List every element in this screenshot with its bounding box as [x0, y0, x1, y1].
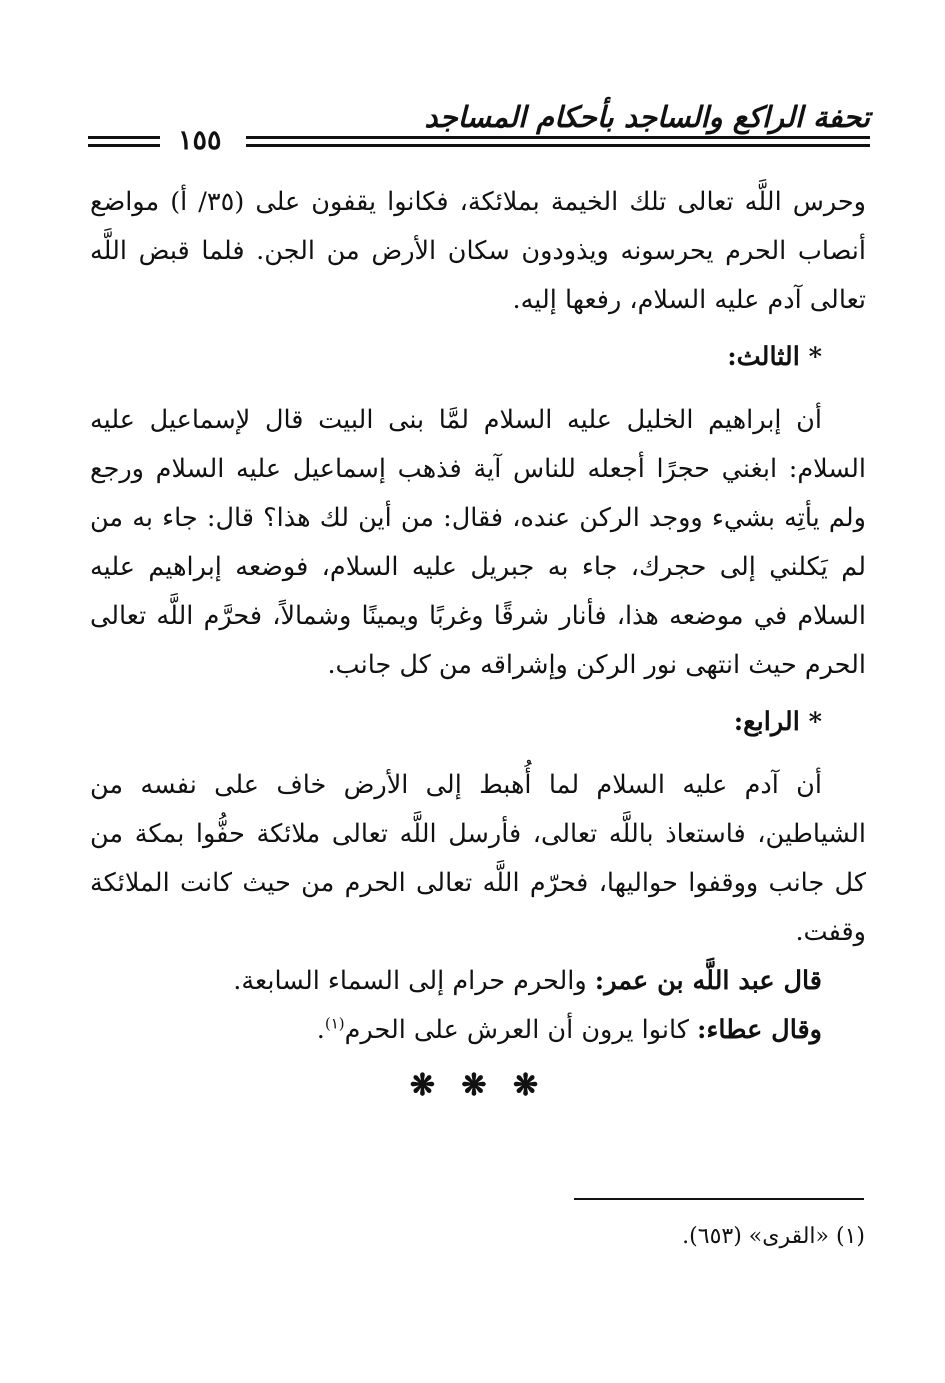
paragraph-fourth: أن آدم عليه السلام لما أُهبط إلى الأرض خاف على نفسه من الشياطين، فاستعاذ باللَّه تعالى، فأرسل اللَّه تعالى ملائكة حفُّوا بمكة من كل جانب ووقفوا حواليها، فحرّم اللَّه تعالى الحرم من حيث كانت الملائكة وقفت.	[90, 770, 866, 947]
section-end-ornament: ❋ ❋ ❋	[409, 1068, 547, 1103]
book-title: تحفة الراكع والساجد بأحكام المساجد	[424, 100, 870, 134]
quote-text: كانوا يرون أن العرش على الحرم	[344, 1015, 689, 1045]
footnote: (١) «القرى» (٦٥٣).	[682, 1224, 865, 1249]
paragraph-third: أن إبراهيم الخليل عليه السلام لمَّا بنى البيت قال لإسماعيل عليه السلام: ابغني حجرًا أجعله للناس آية فذهب إسماعيل عليه السلام ورجع ولم يأتِه بشيء ووجد الركن عنده، فقال: من أين لك هذا؟ قال: جاء به من لم يَكلني إلى حجرك، جاء به جبريل عليه السلام، فوضعه إبراهيم عليه السلام في موضعه هذا، فأنار شرقًا وغربًا ويمينًا وشمالاً، فحرَّم اللَّه تعالى الحرم حيث انتهى نور الركن وإشراقه من كل جانب.	[90, 405, 866, 680]
section-heading-fourth: * الرابع:	[733, 707, 822, 737]
page-number: ١٥٥	[178, 125, 222, 156]
quote-ata	[90, 1006, 866, 1055]
quote-speaker: وقال عطاء:	[697, 1015, 822, 1045]
header-rule-bottom-right	[246, 144, 870, 147]
quote-text: والحرم حرام إلى السماء السابعة.	[233, 966, 587, 996]
header-rule-top-left	[88, 136, 160, 139]
main-text	[90, 178, 866, 1110]
quote-speaker: قال عبد اللَّه بن عمر:	[594, 966, 822, 996]
page-header	[86, 92, 870, 162]
section-heading-third: * الثالث:	[727, 342, 822, 372]
footnote-separator	[574, 1198, 864, 1200]
quote-ibn-umar	[90, 957, 866, 1006]
paragraph-intro: وحرس اللَّه تعالى تلك الخيمة بملائكة، فكانوا يقفون على (٣٥/ أ) مواضع أنصاب الحرم يحرسونه ويذودون سكان الأرض من الجن. فلما قبض اللَّه تعالى آدم عليه السلام، رفعها إليه.	[90, 187, 866, 315]
header-rule-bottom-left	[88, 144, 160, 147]
quote-end-punctuation: .	[316, 1015, 325, 1045]
header-rule-top-right	[246, 136, 870, 139]
footnote-reference[interactable]: (١)	[324, 1014, 345, 1033]
